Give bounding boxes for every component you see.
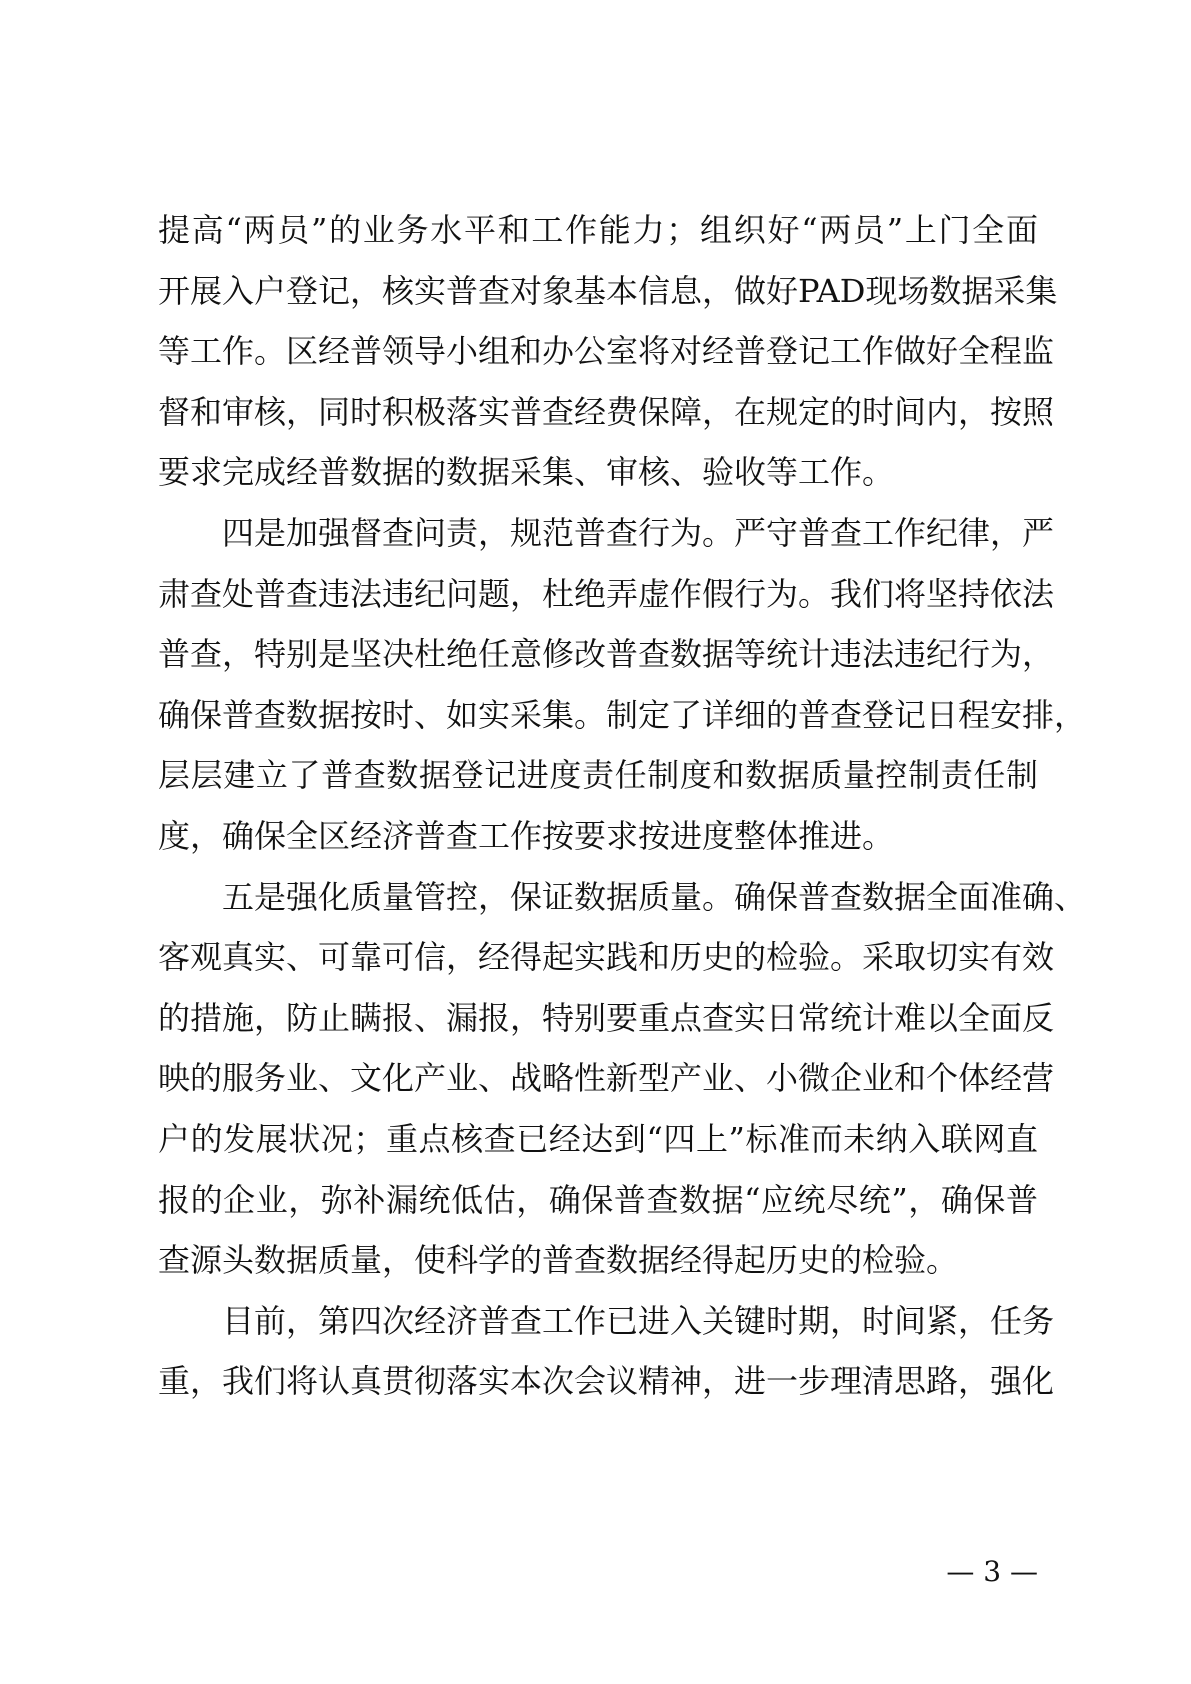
text-line: 督和审核，同时积极落实普查经费保障，在规定的时间内，按照	[158, 392, 1055, 431]
text-line: 层层建立了普查数据登记进度责任制度和数据质量控制责任制	[158, 756, 1038, 795]
page-number: — 3 —	[946, 1555, 1038, 1588]
text-line: 报的企业，弥补漏统低估，确保普查数据“应统尽统”，确保普	[158, 1180, 1038, 1219]
text-line: 的措施，防止瞒报、漏报，特别要重点查实日常统计难以全面反	[158, 998, 1055, 1037]
text-line: 普查，特别是坚决杜绝任意修改普查数据等统计违法违纪行为，	[158, 635, 1055, 674]
text-line: 开展入户登记，核实普查对象基本信息，做好PAD现场数据采集	[158, 271, 1058, 310]
body-text	[158, 200, 1087, 1412]
text-line: 提高“两员”的业务水平和工作能力；组织好“两员”上门全面	[158, 211, 1038, 249]
text-line: 查源头数据质量，使科学的普查数据经得起历史的检验。	[158, 1241, 959, 1280]
text-line: 度，确保全区经济普查工作按要求按进度整体推进。	[158, 816, 895, 855]
text-line: 户的发展状况；重点核查已经达到“四上”标准而未纳入联网直	[158, 1119, 1038, 1158]
paragraph-first-line: 五是强化质量管控，保证数据质量。确保普查数据全面准确、	[222, 877, 1087, 916]
paragraph-first-line: 目前，第四次经济普查工作已进入关键时期，时间紧，任务	[222, 1301, 1055, 1340]
text-line: 重，我们将认真贯彻落实本次会议精神，进一步理清思路，强化	[158, 1362, 1055, 1401]
text-line: 要求完成经普数据的数据采集、审核、验收等工作。	[158, 453, 895, 492]
text-line: 客观真实、可靠可信，经得起实践和历史的检验。采取切实有效	[158, 938, 1055, 977]
paragraph-first-line: 四是加强督查问责，规范普查行为。严守普查工作纪律，严	[222, 513, 1055, 552]
text-line: 肃查处普查违法违纪问题，杜绝弄虚作假行为。我们将坚持依法	[158, 574, 1055, 613]
text-line: 映的服务业、文化产业、战略性新型产业、小微企业和个体经营	[158, 1059, 1055, 1098]
text-line: 确保普查数据按时、如实采集。制定了详细的普查登记日程安排，	[158, 695, 1087, 734]
text-line: 等工作。区经普领导小组和办公室将对经普登记工作做好全程监	[158, 332, 1055, 371]
